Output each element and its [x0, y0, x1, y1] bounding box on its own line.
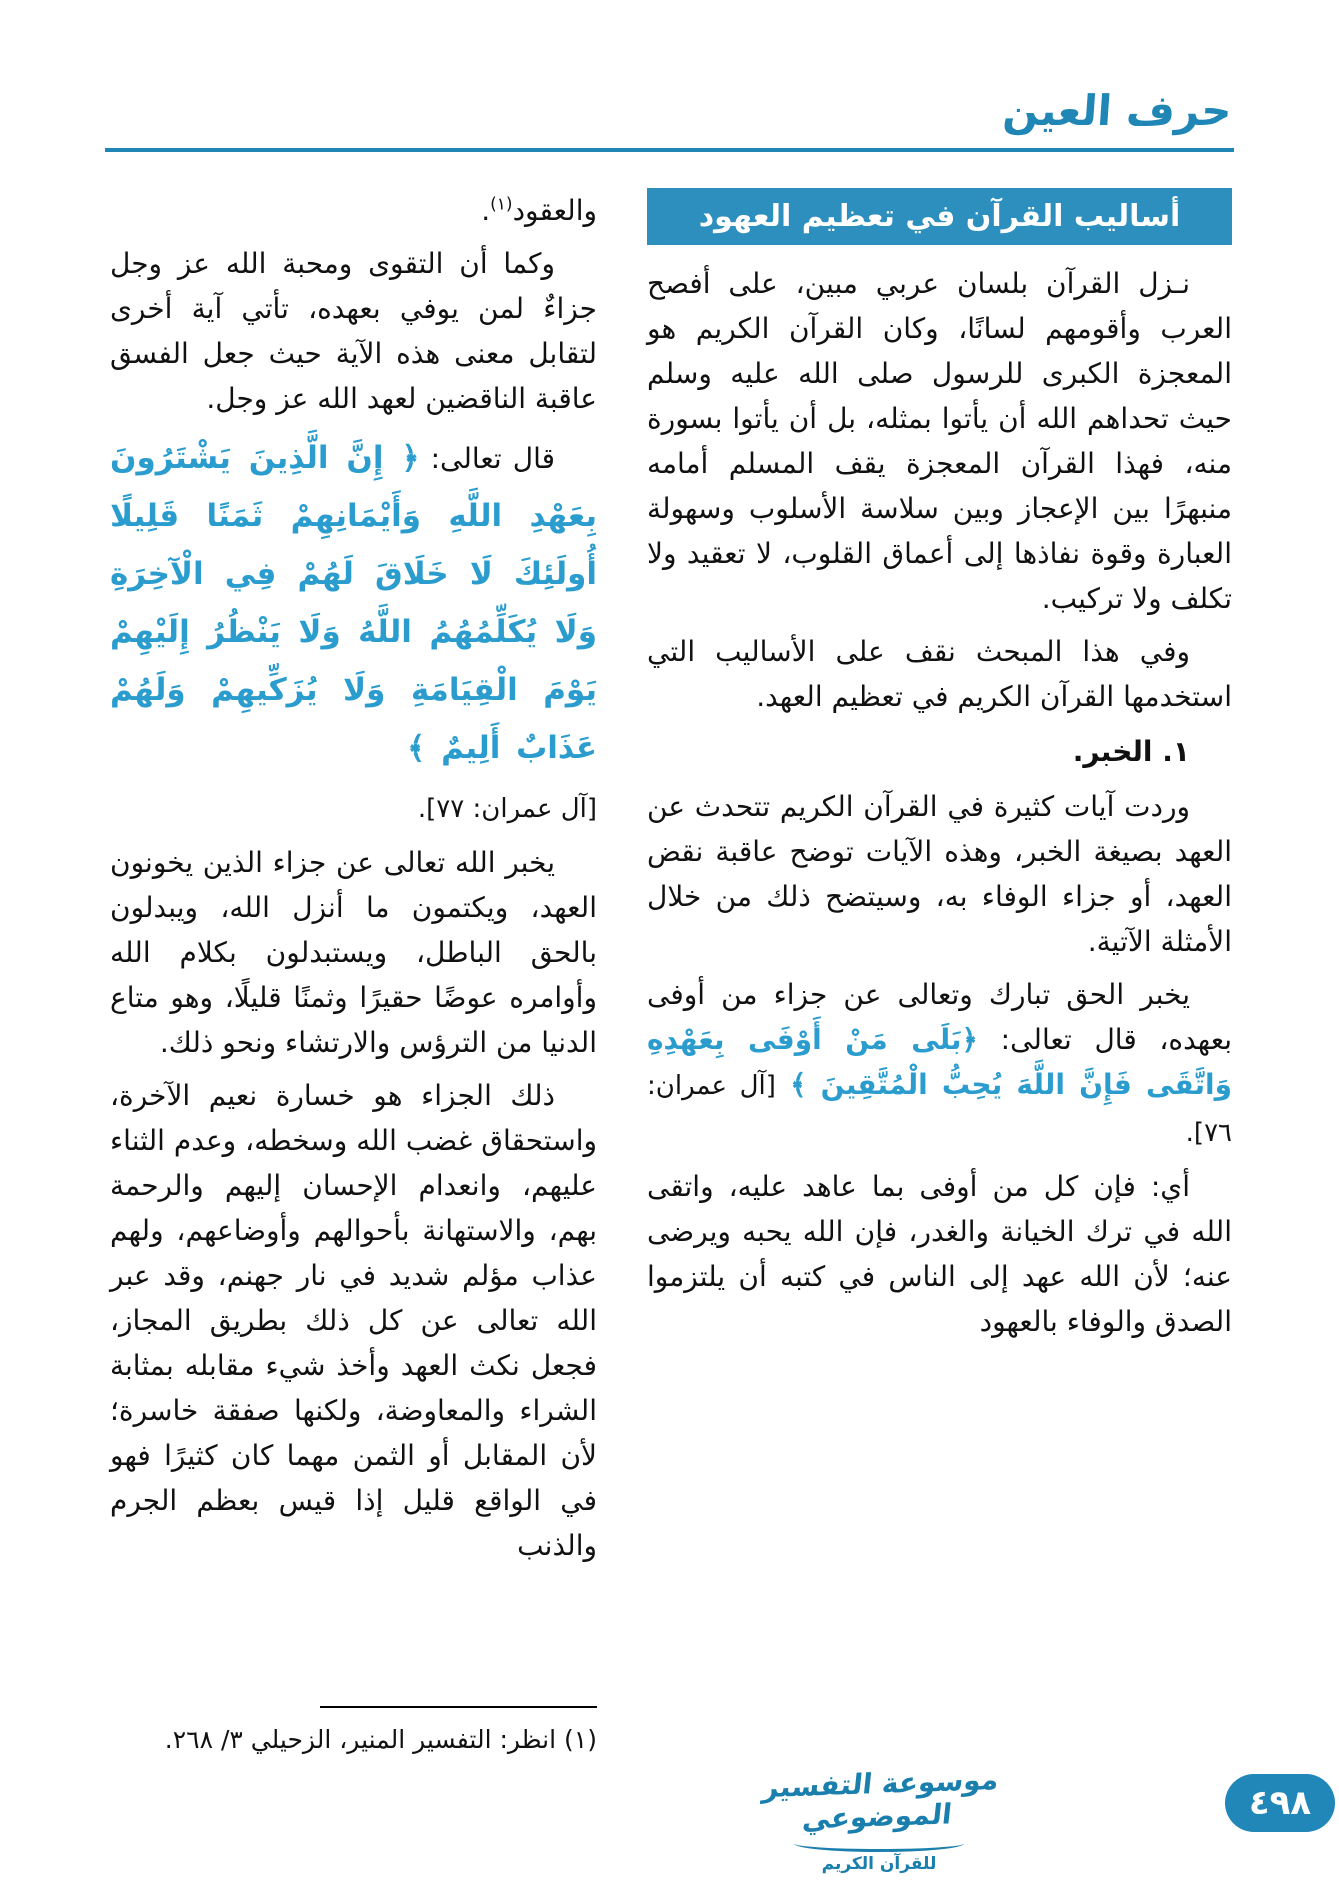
paragraph-scope: وفي هذا المبحث نقف على الأساليب التي استخدمها القرآن الكريم في تعظيم العهد.: [647, 635, 1232, 713]
emblem-subtitle: للقرآن الكريم: [821, 1854, 937, 1874]
publisher-emblem: [754, 1762, 1004, 1874]
subheading-alkhabar: ١. الخبر.: [1072, 735, 1190, 768]
paragraph-intro: نـزل القرآن بلسان عربي مبين، على أفصح العرب وأقومهم لسانًا، وكان القرآن الكريم هو المعجزة الكبرى للرسول صلى الله عليه وسلم حيث تحداهم الله أن يأتوا بمثله، بل أن يأتوا بسورة منه، فهذا القرآن المعجزة يقف المسلم أمامه منبهرًا بين الإعجاز وبين سلاسة الأسلوب وسهولة العبارة وقوة نفاذها إلى أعماق القلوب، لا تعقيد ولا تكلف ولا تركيب.: [647, 267, 1232, 615]
continuation-line: [110, 188, 597, 233]
verse-citation-77: [آل عمران: ٧٧].: [417, 794, 597, 824]
footnote-area: [110, 1692, 597, 1760]
column-left: [110, 188, 597, 1760]
section-title: أساليب القرآن في تعظيم العهود: [698, 199, 1181, 234]
paragraph-lead: قال تعالى:: [419, 442, 555, 475]
paragraph-lead: يخبر الحق تبارك وتعالى عن جزاء من أوفى بعهده، قال تعالى:: [647, 978, 1233, 1056]
chapter-title: حرف العين: [1001, 86, 1234, 135]
footnote-rule: [320, 1706, 597, 1708]
paragraph-with-verse: [647, 972, 1232, 1156]
emblem-title: موسوعة التفسير الموضوعي: [761, 1762, 1001, 1836]
emblem-flourish-icon: [794, 1835, 964, 1852]
continuation-period: .: [481, 194, 491, 227]
footnote-text: (١) انظر: التفسير المنير، الزحيلي ٣/ ٢٦٨.: [164, 1725, 597, 1754]
paragraph-taqwa: وكما أن التقوى ومحبة الله عز وجل جزاءٌ لمن يوفي بعهده، تأتي آية أخرى لتقابل معنى هذه الآية حيث جعل الفسق عاقبة الناقضين لعهد الله عز وجل.: [110, 247, 597, 415]
verse-citation-76: [آل عمران: ٧٦].: [647, 1071, 1232, 1148]
paragraph-punishment: ذلك الجزاء هو خسارة نعيم الآخرة، واستحقاق غضب الله وسخطه، وعدم الثناء عليهم، وانعدام الإحسان إليهم والرحمة بهم، والاستهانة بأحوالهم وأوضاعهم، ولهم عذاب مؤلم شديد في نار جهنم، وقد عبر الله تعالى عن كل ذلك بطريق المجاز، فجعل نكث العهد وأخذ شيء مقابله بمثابة الشراء والمعاوضة، ولكنها صفقة خاسرة؛ لأن المقابل أو الثمن مهما كان كثيرًا فهو في الواقع قليل إذا قيس بعظم الجرم والذنب: [110, 1079, 597, 1562]
paragraph-explanation: أي: فإن كل من أوفى بما عاهد عليه، واتقى الله في ترك الخيانة والغدر، فإن الله يحبه ويرضى عنه؛ لأن الله عهد إلى الناس في كتبه أن يلتزموا الصدق والوفاء بالعهود: [647, 1170, 1232, 1338]
page-number: ٤٩٨: [1248, 1783, 1312, 1823]
page-number-badge: [1225, 1774, 1335, 1832]
paragraph-with-verse: [110, 429, 597, 777]
continuation-word: والعقود: [512, 194, 597, 227]
header-rule: [105, 148, 1234, 152]
paragraph-betrayal: يخبر الله تعالى عن جزاء الذين يخونون العهد، ويكتمون ما أنزل الله، ويبدلون بالحق الباطل، ويستبدلون بكلام الله وأوامره عوضًا حقيرًا وثمنًا قليلًا، وهو متاع الدنيا من الترؤس والارتشاء ونحو ذلك.: [110, 846, 597, 1059]
section-title-box: [647, 188, 1232, 245]
quran-verse-76: ﴿بَلَى مَنْ أَوْفَى بِعَهْدِهِ وَاتَّقَى فَإِنَّ اللَّهَ يُحِبُّ الْمُتَّقِينَ ﴾: [647, 1023, 1232, 1101]
columns: [110, 188, 1232, 1760]
column-right: [647, 188, 1232, 1760]
paragraph-verses-intro: وردت آيات كثيرة في القرآن الكريم تتحدث عن العهد بصيغة الخبر، وهذه الآيات توضح عاقبة نقض العهد، أو جزاء الوفاء به، وسيتضح ذلك من خلال الأمثلة الآتية.: [647, 790, 1232, 958]
quran-verse-77: ﴿ إِنَّ الَّذِينَ يَشْتَرُونَ بِعَهْدِ اللَّهِ وَأَيْمَانِهِمْ ثَمَنًا قَلِيلًا أُولَئِكَ لَا خَلَاقَ لَهُمْ فِي الْآخِرَةِ وَلَا يُكَلِّمُهُمُ اللَّهُ وَلَا يَنْظُرُ إِلَيْهِمْ يَوْمَ الْقِيَامَةِ وَلَا يُزَكِّيهِمْ وَلَهُمْ عَذَابٌ أَلِيمٌ ﴾: [110, 440, 597, 766]
footnote-marker: (١): [490, 194, 513, 215]
